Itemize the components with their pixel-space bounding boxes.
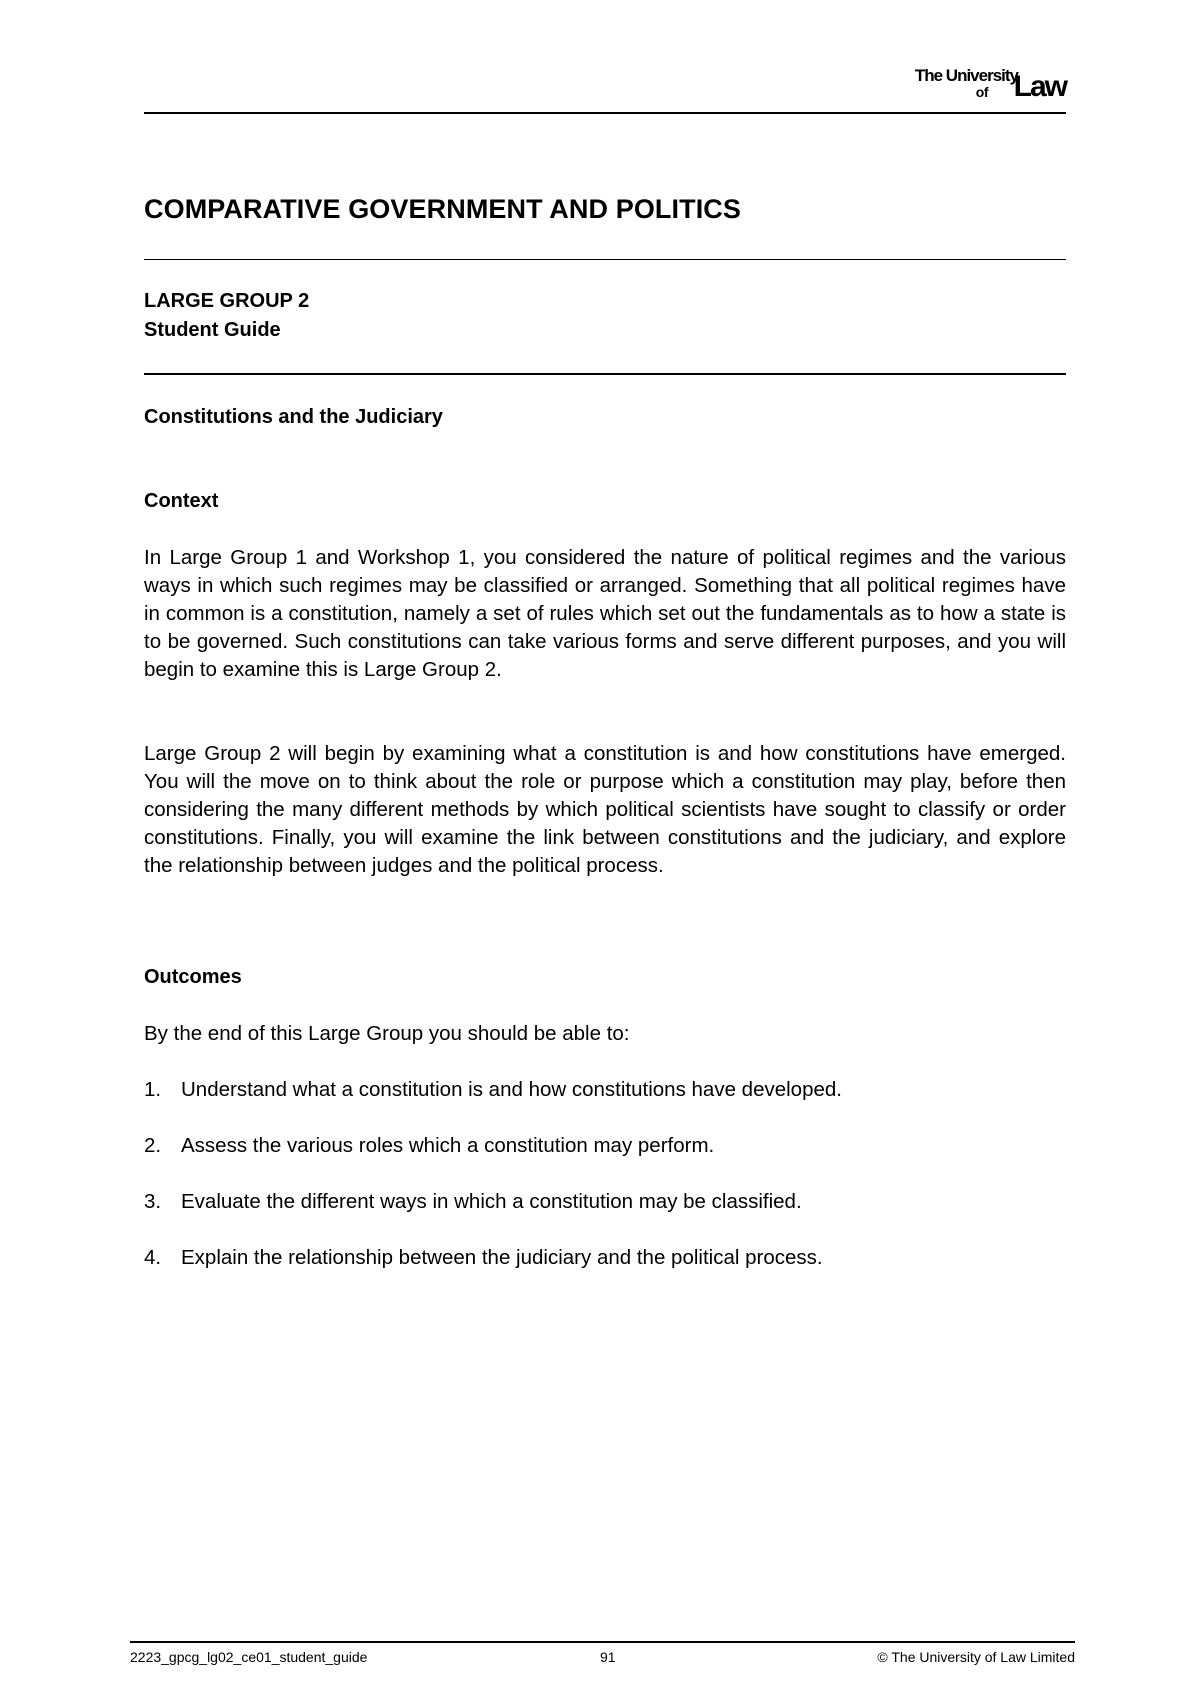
outcomes-heading: Outcomes [144,966,242,988]
footer-doc-id: 2223_gpcg_lg02_ce01_student_guide [130,1649,368,1665]
guide-label: Student Guide [144,319,281,341]
context-heading: Context [144,490,219,512]
logo-line-1: The University [914,66,1018,85]
list-item-text: Assess the various roles which a constitution may perform. [181,1134,715,1157]
list-item-text: Evaluate the different ways in which a constitution may be classified. [181,1190,802,1213]
list-item-number: 4. [144,1246,162,1269]
footer-copyright: © The University of Law Limited [877,1649,1075,1665]
topic-heading: Constitutions and the Judiciary [144,406,443,428]
university-of-law-logo [866,64,1066,104]
outcomes-list [144,1076,1066,1300]
header-divider [144,112,1066,114]
list-item-number: 1. [144,1078,162,1101]
list-item-number: 3. [144,1190,162,1213]
title-divider [144,259,1066,260]
list-item [144,1188,1066,1244]
context-paragraph-1: In Large Group 1 and Workshop 1, you considered the nature of political regimes and the various ways in which such regimes may be classified or arranged. Something that all political regimes have in common is a constitution, namely a set of rules which set out the fundamentals as to how a state is to be governed. Such constitutions can take various forms and serve different purposes, and you will begin to examine this is Large Group 2. [144,546,1066,681]
list-item [144,1076,1066,1132]
outcomes-intro: By the end of this Large Group you should be able to: [144,1022,630,1045]
section-divider [144,373,1066,375]
footer-page-number: 91 [600,1649,616,1665]
page-title: COMPARATIVE GOVERNMENT AND POLITICS [144,194,742,224]
logo-law: Law [1013,70,1066,103]
page-footer [130,1649,1075,1669]
list-item-number: 2. [144,1134,162,1157]
footer-divider [130,1641,1075,1643]
list-item-text: Explain the relationship between the judiciary and the political process. [181,1246,823,1269]
list-item-text: Understand what a constitution is and how constitutions have developed. [181,1078,842,1101]
group-label: LARGE GROUP 2 [144,290,310,312]
list-item [144,1244,1066,1300]
list-item [144,1132,1066,1188]
logo-of: of [975,84,988,100]
context-paragraph-2: Large Group 2 will begin by examining what a constitution is and how constitutions have emerged. You will the move on to think about the role or purpose which a constitution may play, before then considering the many different methods by which political scientists have sought to classify or order constitutions. Finally, you will examine the link between constitutions and the judiciary, and explore the relationship between judges and the political process. [144,742,1066,877]
